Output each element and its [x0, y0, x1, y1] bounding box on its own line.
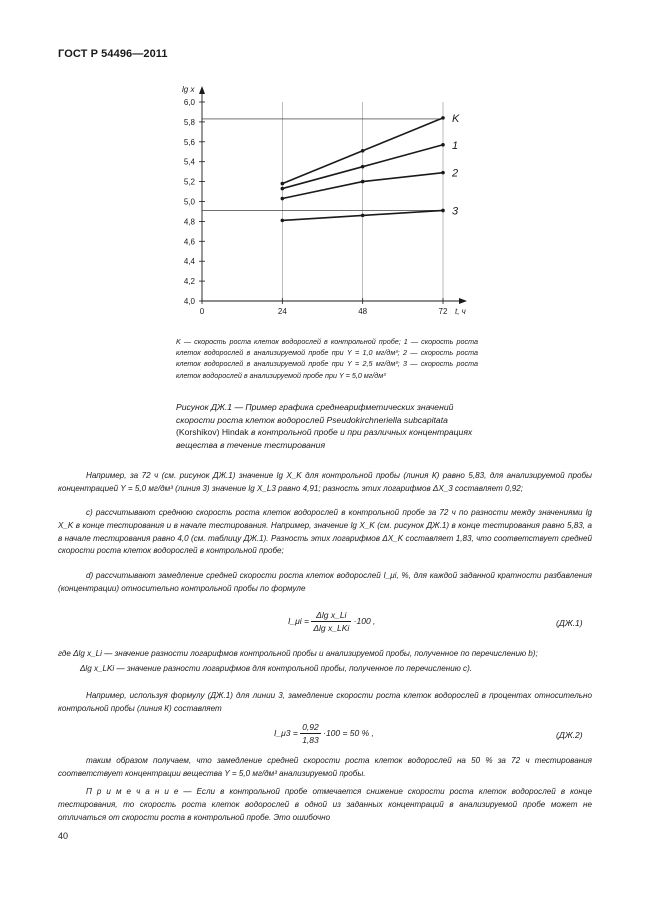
tick-labels	[182, 85, 466, 316]
x-tick-label: 48	[358, 307, 368, 316]
figure-caption-author: (Korshikov) Hindak	[176, 427, 251, 437]
data-point	[361, 180, 365, 184]
formula1-fraction	[311, 610, 351, 633]
data-point	[281, 182, 285, 186]
paragraph-example-2: Например, используя формулу (ДЖ.1) для линии 3, замедление скорости роста клеток водорослей в процентах относительно контрольной пробы (линия К) составляет	[58, 691, 592, 713]
x-axis-label: t, ч	[455, 307, 466, 316]
formula2-tail: ·100 = 50 % ,	[323, 727, 374, 738]
document-header: ГОСТ Р 54496—2011	[58, 48, 168, 60]
y-tick-label: 4,2	[183, 277, 195, 287]
paragraph-conclusion: таким образом получаем, что замедление средней скорости роста клеток водорослей на 50 % за 72 ч тестирования соответствует концентрации вещества Y = 5,0 мг/дм³ анализируемой пробы.	[58, 756, 592, 778]
formula2-numerator: 0,92	[302, 722, 319, 732]
series-label: 2	[452, 167, 459, 180]
y-tick-label: 5,6	[183, 137, 195, 147]
formula2-fraction	[300, 722, 321, 745]
formula2-denominator: 1,83	[302, 735, 319, 745]
series-label: K	[452, 112, 460, 125]
equation-number-2: (ДЖ.2)	[556, 730, 583, 740]
data-point	[441, 143, 445, 147]
data-point	[441, 116, 445, 120]
growth-rate-chart	[150, 80, 480, 330]
y-tick-label: 5,8	[183, 117, 195, 127]
page-number: 40	[58, 831, 69, 841]
data-point	[361, 214, 365, 218]
figure-caption-a: Рисунок ДЖ.1 — Пример графика среднеарифметических значений скорости роста клеток водорослей Pseudokirchneriella subcapitata	[176, 402, 454, 425]
y-tick-label: 5,2	[183, 177, 195, 187]
y-tick-label: 4,6	[183, 237, 195, 247]
x-axis-arrow	[459, 298, 467, 304]
where-item-1: где Δlg x_Li — значение разности логарифмов контрольной пробы и анализируемой пробы, полученное по перечислению b);	[58, 649, 538, 658]
figure-caption	[176, 401, 478, 451]
equation-number-1: (ДЖ.1)	[556, 618, 583, 628]
y-tick-label: 4,0	[183, 297, 195, 306]
figure-caption-b: в контрольной пробе и при различных концентрациях вещества в течение тестирования	[176, 427, 473, 450]
y-tick-label: 6,0	[183, 98, 195, 107]
formula-dzh2	[274, 722, 374, 745]
data-point	[361, 149, 365, 153]
data-point	[441, 171, 445, 175]
paragraph-step-c: с) рассчитывают среднюю скорость роста клеток водорослей в контрольной пробе за 72 ч по разности между значениями lg X_K в конце тестирования и в начале тестирования. Например, значение lg X_K (см. рисунок ДЖ.1) в конце тестирования равно 5,83, а в начале тестирования равно 4,0 (см. таблицу ДЖ.1). Разность этих логарифмов ΔX_K составляет 1,83, что соответствует средней скорости роста клеток водорослей в контрольной пробе;	[58, 508, 592, 556]
x-tick-label: 24	[277, 307, 287, 316]
x-tick-label: 0	[199, 307, 205, 316]
data-point	[441, 209, 445, 213]
formula1-tail: ·100 ,	[353, 615, 376, 626]
data-point	[281, 187, 285, 191]
y-axis-arrow	[199, 86, 205, 94]
paragraph-step-d: d) рассчитывают замедление средней скорости роста клеток водорослей I_μi, %, для каждой заданной кратности разбавления (концентрации) относительно контрольной пробы по формуле	[58, 571, 592, 593]
formula-dzh1	[288, 610, 375, 633]
series-label: 3	[452, 205, 459, 218]
figure-legend-text: K — скорость роста клеток водорослей в контрольной пробе; 1 — скорость роста клеток водорослей в анализируемой пробе при Y = 1,0 мг/дм³; 2 — скорость роста клеток водорослей в анализируемой пробе при Y = 2,5 мг/дм³; 3 — скорость роста клеток водорослей в анализируемой пробе при Y = 5,0 мг/дм³	[176, 337, 478, 380]
data-point	[281, 197, 285, 201]
formula2-lhs: I_μ3 =	[274, 727, 298, 738]
data-point	[361, 165, 365, 169]
paragraph-example-1: Например, за 72 ч (см. рисунок ДЖ.1) значение lg X_K для контрольной пробы (линия К) равно 5,83, для анализируемой пробы концентрацией Y = 5,0 мг/дм³ (линия 3) значение lg X_L3 равно 4,91; разность этих логарифмов ΔX_3 составляет 0,92;	[58, 471, 592, 493]
note-text: — Если в контрольной пробе отмечается снижение скорости роста клеток водорослей в конце тестирования, то скорость роста клеток водорослей в одной из заданных концентраций в анализируемой пробе может не отличаться от скорости роста в контрольной пробе. Это ошибочно	[58, 787, 592, 822]
series-label: 1	[452, 139, 459, 152]
note-paragraph	[58, 786, 592, 824]
y-tick-label: 5,0	[183, 197, 195, 207]
y-tick-label: 4,8	[183, 217, 195, 227]
y-tick-label: 4,4	[183, 257, 195, 267]
formula1-numerator: Δlg x_Li	[311, 610, 351, 622]
note-label: П р и м е ч а н и е	[86, 787, 179, 796]
formula1-lhs: I_μi =	[288, 615, 309, 626]
y-tick-label: 5,4	[183, 157, 195, 167]
formula1-denominator: Δlg x_LKi	[313, 623, 350, 633]
formula-legend	[58, 648, 592, 676]
y-axis-label: lg x	[182, 85, 195, 94]
where-item-2: Δlg x_LKi — значение разности логарифмов для контрольной пробы, полученное по перечислению с).	[80, 663, 473, 673]
x-tick-label: 72	[438, 307, 448, 316]
data-point	[281, 219, 285, 223]
